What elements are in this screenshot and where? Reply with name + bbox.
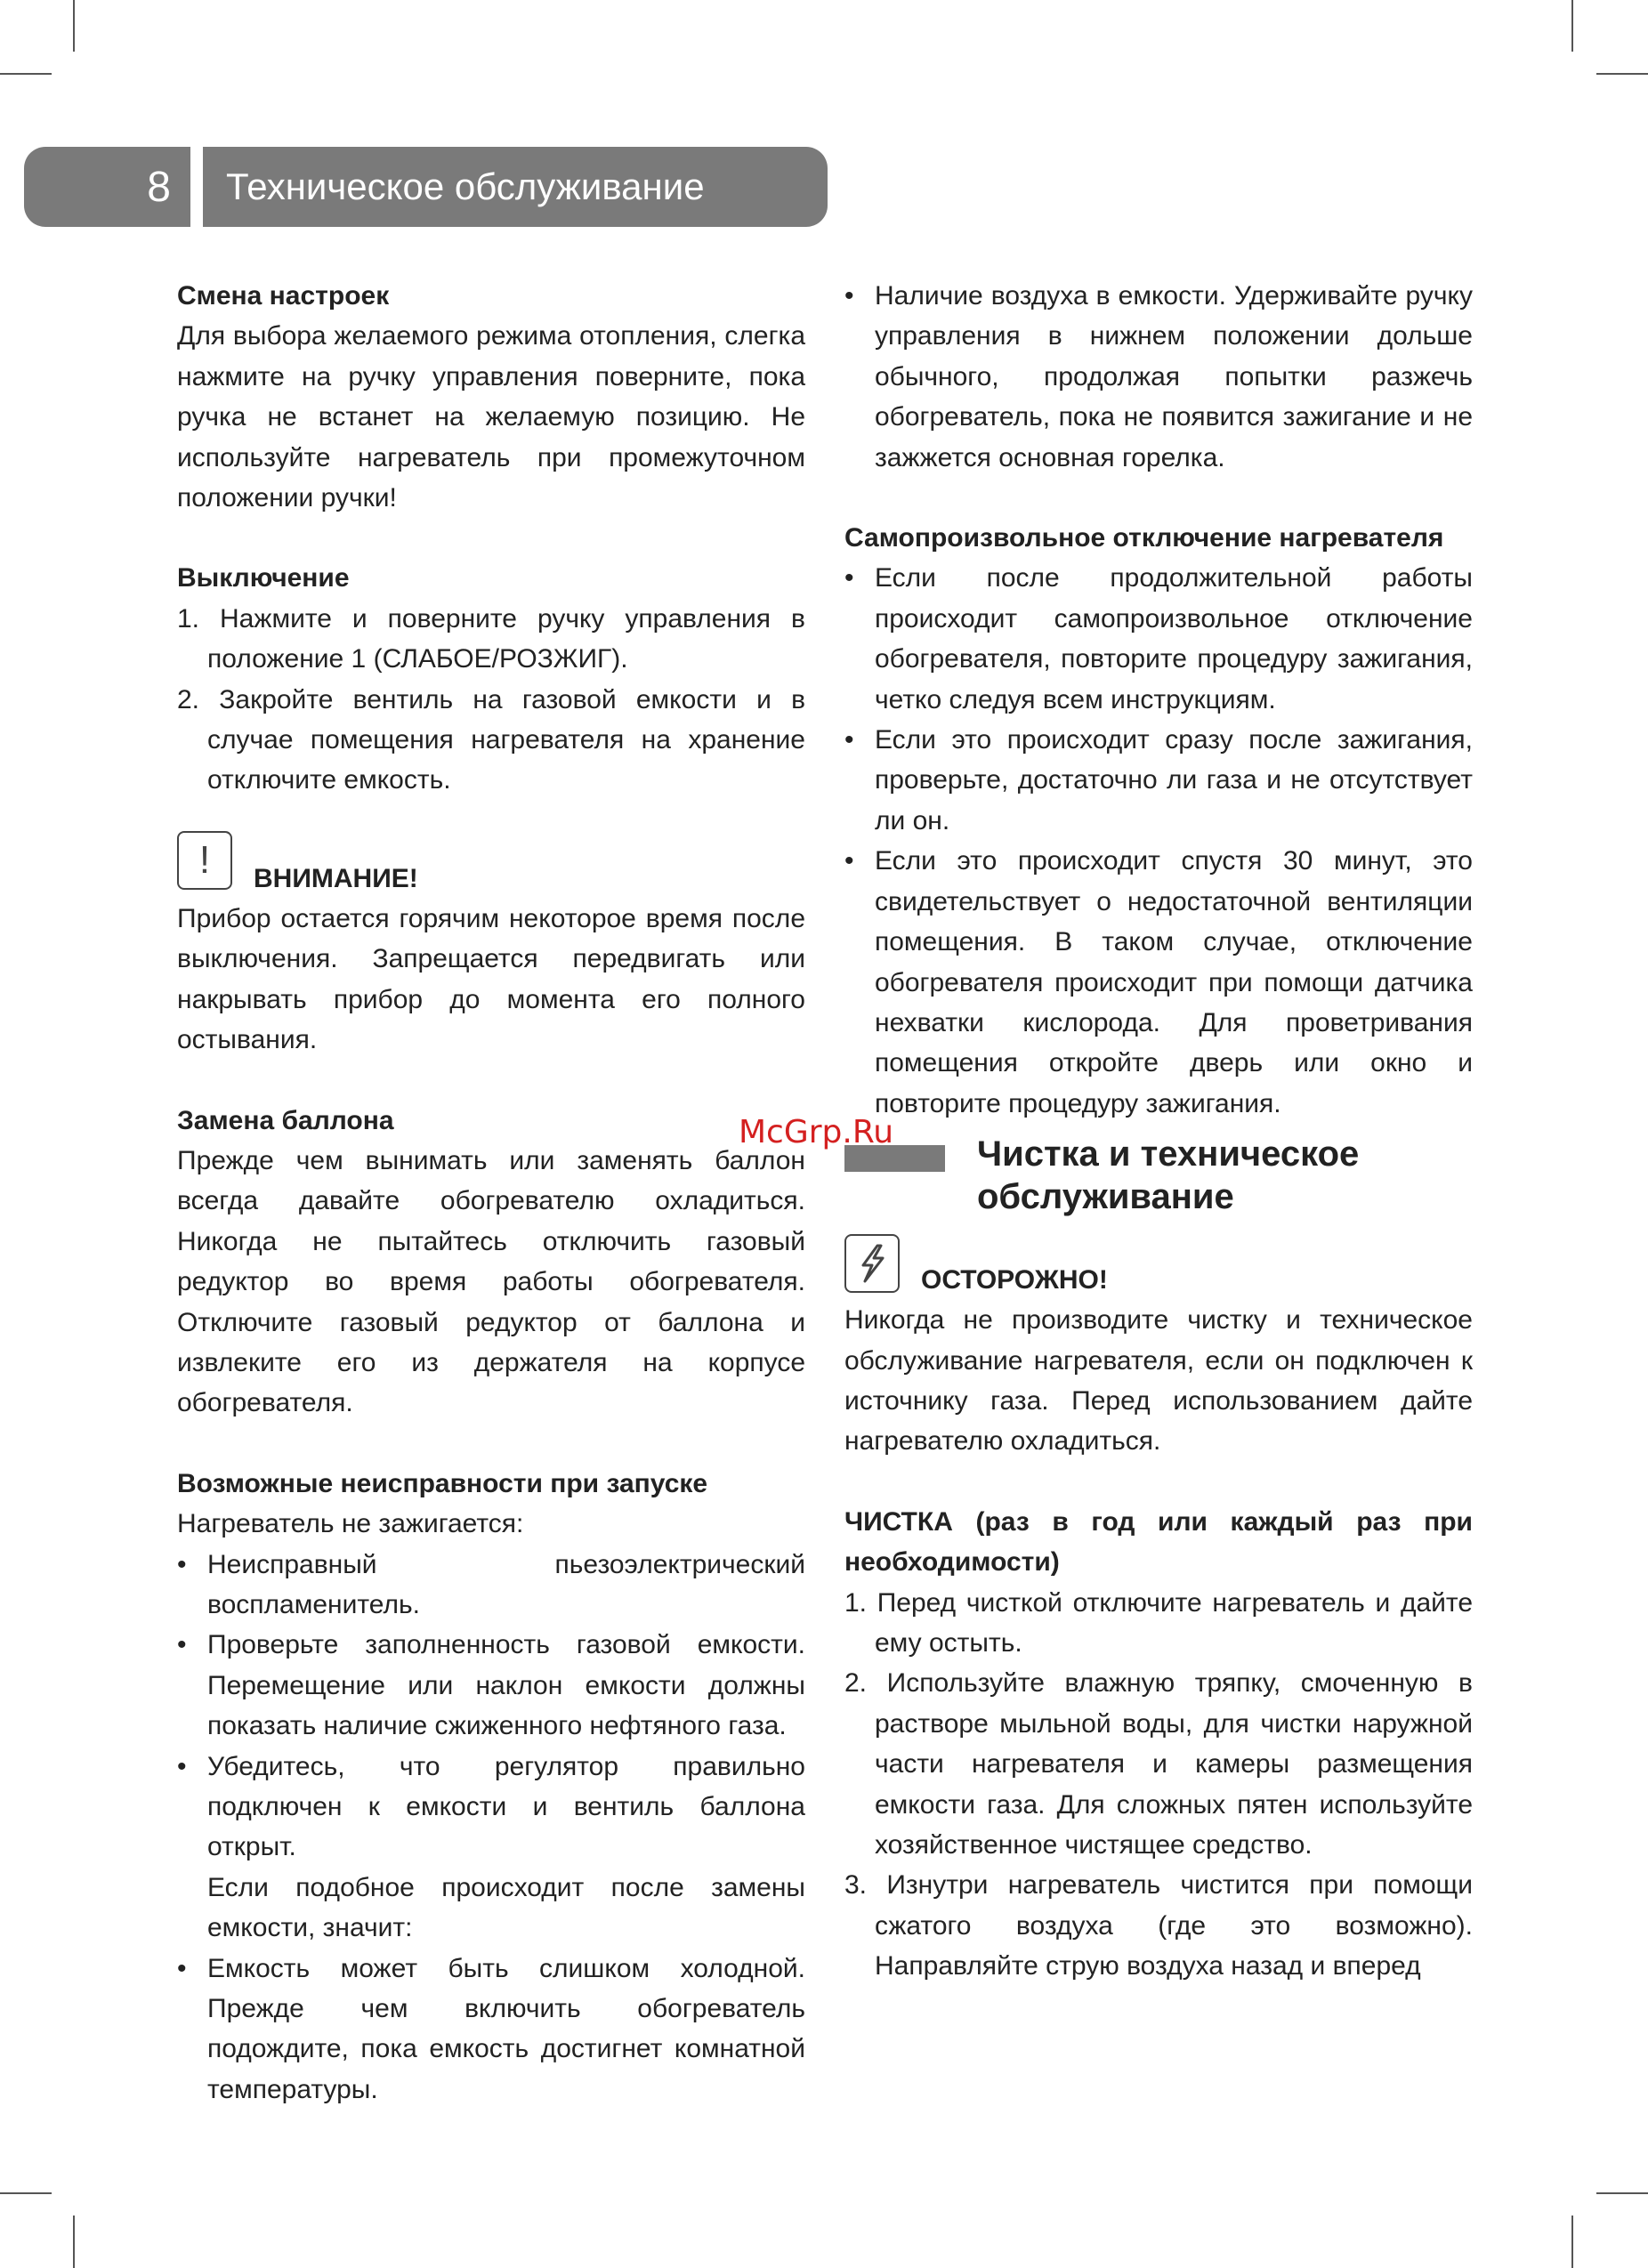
lightning-icon <box>844 1234 900 1293</box>
list-item: • Если это происходит сразу после зажигания, проверьте, достаточно ли газа и не отсутствует ли он. <box>844 725 1473 835</box>
crop-mark <box>0 2192 52 2194</box>
page-title: Техническое обслуживание <box>203 147 828 227</box>
watermark: McGrp.Ru <box>739 1114 894 1150</box>
crop-mark <box>0 73 52 75</box>
attention-label: ВНИМАНИЕ! <box>254 863 418 893</box>
faults-after-text: Если подобное происходит после замены емкости, значит: <box>207 1872 805 1943</box>
settings-text: Для выбора желаемого режима отопления, слегка нажмите на ручку управления поверните, пока ручка не встанет на желаемую позицию. Не используйте нагреватель при промежуточном положении ручки! <box>177 321 805 513</box>
list-item: • Наличие воздуха в емкости. Удерживайте ручку управления в нижнем положении дольше обычного, продолжая попытки разжечь обогреватель, пока не появится зажигание и не зажжется основная горелка. <box>844 281 1473 472</box>
crop-mark <box>1571 0 1573 52</box>
cleaning-item-2: 2. Используйте влажную тряпку, смоченную в растворе мыльной воды, для чистки наружной части нагревателя и камеры размещения емкости газа. Для сложных пятен используйте хозяйственное чистящее средство. <box>844 1668 1473 1860</box>
section-title <box>844 1133 1473 1218</box>
list-item: • Проверьте заполненность газовой емкости. Перемещение или наклон емкости должны показать наличие сжиженного нефтяного газа. <box>177 1630 805 1741</box>
crop-mark <box>1571 2216 1573 2268</box>
crop-mark <box>73 0 75 52</box>
settings-heading: Смена настроек <box>177 281 390 311</box>
section-title-line-1: Чистка и техническое <box>977 1134 1360 1174</box>
cleaning-item-1: 1. Перед чисткой отключите нагреватель и дайте ему остыть. <box>844 1587 1473 1658</box>
faults-heading: Возможные неисправности при запуске <box>177 1468 708 1498</box>
page-number: 8 <box>24 147 190 227</box>
section-title-line-2: обслуживание <box>977 1177 1234 1217</box>
caution-label: ОСТОРОЖНО! <box>921 1265 1108 1295</box>
list-item: • Неисправный пьезоэлектрический воспламенитель. <box>177 1549 805 1619</box>
faults-intro: Нагреватель не зажигается: <box>177 1509 524 1539</box>
crop-mark <box>1596 73 1648 75</box>
crop-mark <box>1596 2192 1648 2194</box>
list-item: • Если после продолжительной работы происходит самопроизвольное отключение обогревателя, повторите процедуру зажигания, четко следуя всем инструкциям. <box>844 563 1473 714</box>
exclamation-icon: ! <box>177 831 232 890</box>
off-heading: Выключение <box>177 563 350 593</box>
off-item-2: 2. Закройте вентиль на газовой емкости и в случае помещения нагревателя на хранение отключите емкость. <box>177 684 805 795</box>
attention-text: Прибор остается горячим некоторое время после выключения. Запрещается передвигать или накрывать прибор до момента его полного остывания. <box>177 903 805 1055</box>
cylinder-heading: Замена баллона <box>177 1105 394 1135</box>
caution-text: Никогда не производите чистку и техническое обслуживание нагревателя, если он подключен к источнику газа. Перед использованием дайте нагревателю охладиться. <box>844 1305 1473 1457</box>
right-column <box>844 276 1473 1987</box>
off-item-1: 1. Нажмите и поверните ручку управления в положение 1 (СЛАБОЕ/РОЗЖИГ). <box>177 603 805 674</box>
caution-notice <box>844 1236 1473 1300</box>
list-item: • Емкость может быть слишком холодной. Прежде чем включить обогреватель подождите, пока емкость достигнет комнатной температуры. <box>177 1953 805 2104</box>
cleaning-heading: ЧИСТКА (раз в год или каждый раз при необходимости) <box>844 1506 1473 1578</box>
list-item: • Если это происходит спустя 30 минут, это свидетельствует о недостаточной вентиляции помещения. В таком случае, отключение обогревателя происходит при помощи датчика нехватки кислорода. Для проветривания помещения откройте дверь или окно и повторите процедуру зажигания. <box>844 846 1473 1118</box>
crop-mark <box>73 2216 75 2268</box>
left-column <box>177 276 805 2110</box>
list-item: • Убедитесь, что регулятор правильно подключен к емкости и вентиль баллона открыт. <box>177 1751 805 1862</box>
shutdown-heading: Самопроизвольное отключение нагревателя <box>844 523 1444 553</box>
attention-notice <box>177 827 805 899</box>
cylinder-text: Прежде чем вынимать или заменять баллон всегда давайте обогревателю охладиться. Никогда не пытайтесь отключить газовый редуктор во время работы обогревателя. Отключите газовый редуктор от баллона и извлеките его из держателя на корпусе обогревателя. <box>177 1145 805 1418</box>
cleaning-item-3: 3. Изнутри нагреватель чистится при помощи сжатого воздуха (где это возможно). Направляйте струю воздуха назад и вперед <box>844 1870 1473 1981</box>
